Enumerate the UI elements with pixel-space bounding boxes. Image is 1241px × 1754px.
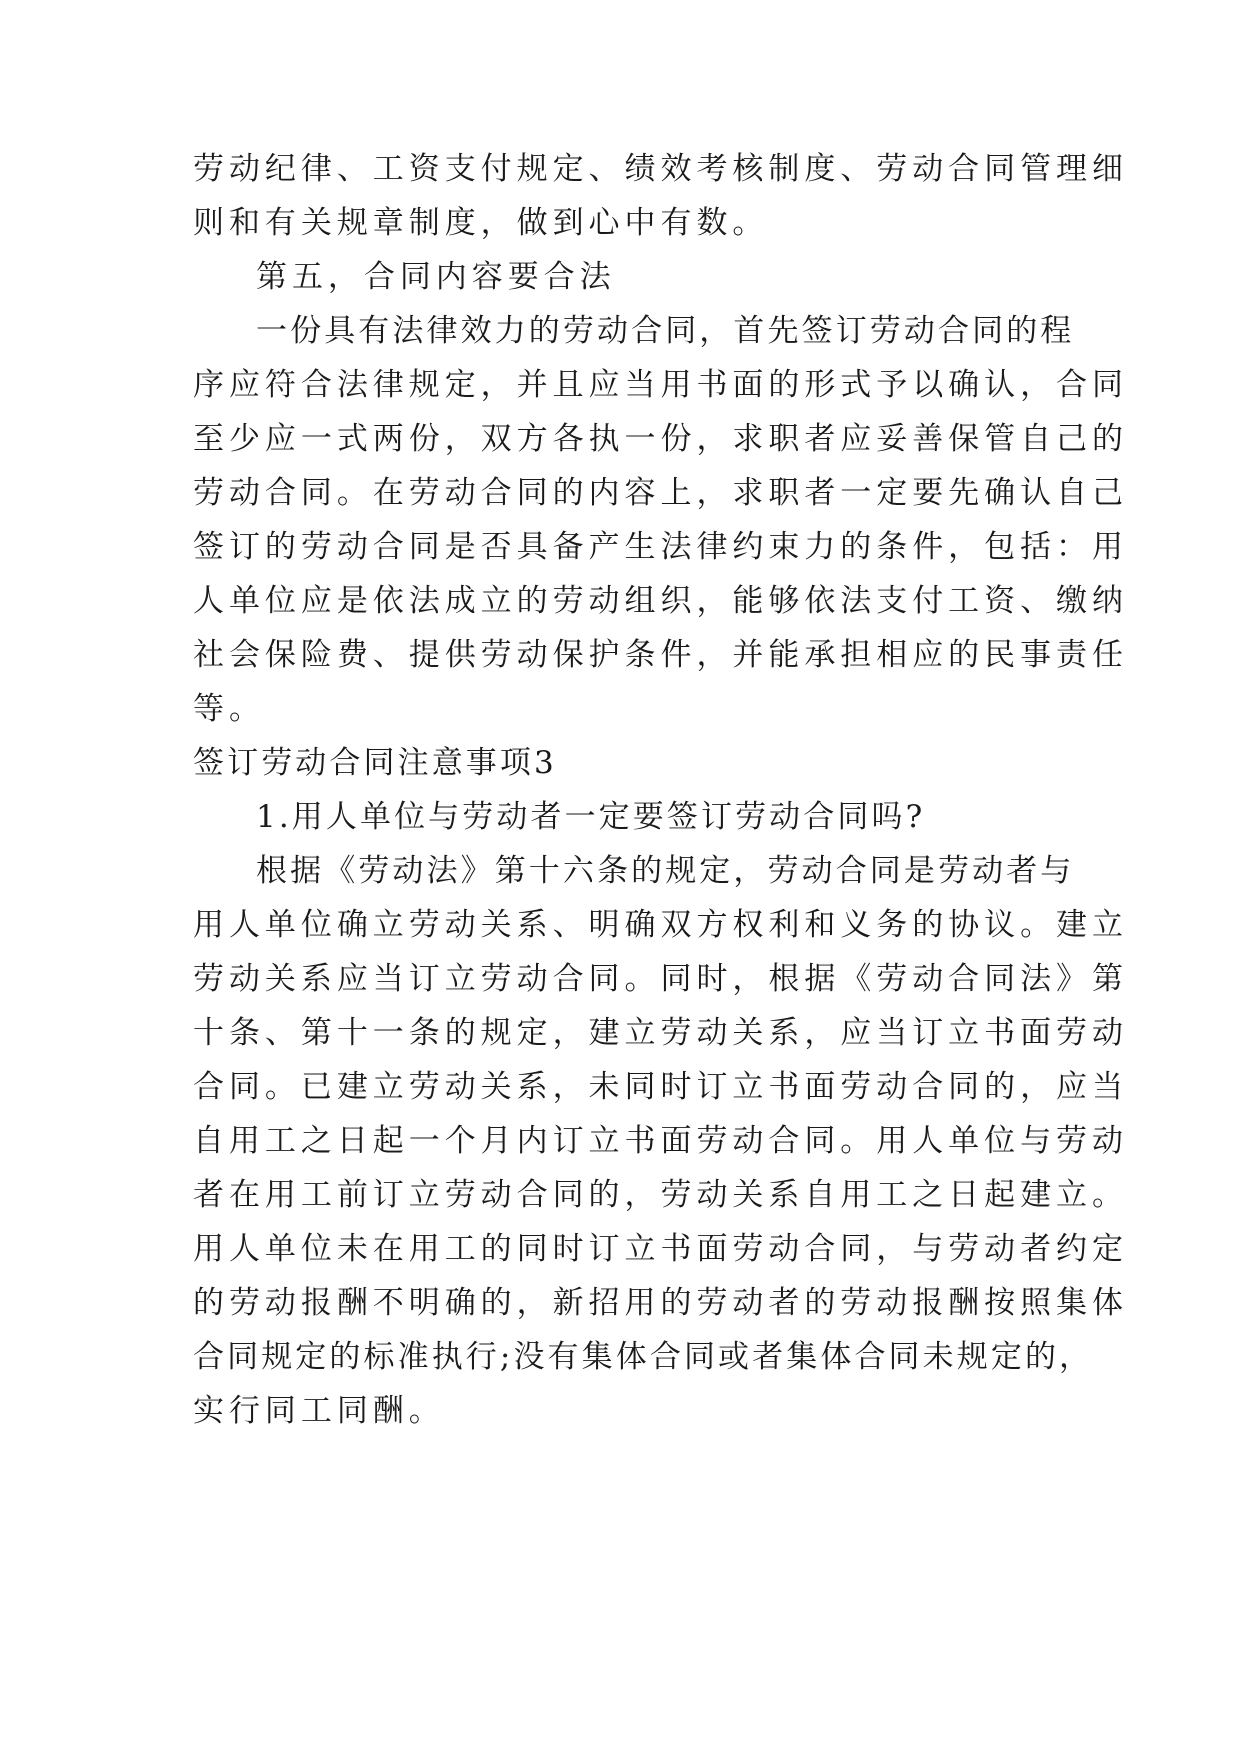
- paragraph-line: 一份具有法律效力的劳动合同，首先签订劳动合同的程: [256, 313, 1075, 349]
- paragraph-line: 则和有关规章制度，做到心中有数。: [193, 205, 769, 241]
- paragraph-line: 合同规定的标准执行;没有集体合同或者集体合同未规定的，: [193, 1339, 1094, 1375]
- paragraph-line: 等。: [193, 691, 265, 727]
- paragraph-line: 序应符合法律规定，并且应当用书面的形式予以确认，合同: [193, 367, 1128, 403]
- section-title: 签订劳动合同注意事项3: [193, 745, 557, 781]
- section-heading: 第五，合同内容要合法: [256, 259, 616, 295]
- paragraph-line: 者在用工前订立劳动合同的，劳动关系自用工之日起建立。: [193, 1177, 1128, 1213]
- paragraph-line: 劳动纪律、工资支付规定、绩效考核制度、劳动合同管理细: [193, 151, 1128, 187]
- paragraph-line: 根据《劳动法》第十六条的规定，劳动合同是劳动者与: [256, 853, 1075, 889]
- paragraph-line: 用人单位确立劳动关系、明确双方权利和义务的协议。建立: [193, 907, 1128, 943]
- paragraph-line: 合同。已建立劳动关系，未同时订立书面劳动合同的，应当: [193, 1069, 1128, 1105]
- paragraph-line: 人单位应是依法成立的劳动组织，能够依法支付工资、缴纳: [193, 583, 1128, 619]
- paragraph-line: 劳动合同。在劳动合同的内容上，求职者一定要先确认自己: [193, 475, 1128, 511]
- paragraph-line: 社会保险费、提供劳动保护条件，并能承担相应的民事责任: [193, 637, 1128, 673]
- paragraph-line: 用人单位未在用工的同时订立书面劳动合同，与劳动者约定: [193, 1231, 1128, 1267]
- question-heading: 1.用人单位与劳动者一定要签订劳动合同吗?: [256, 799, 926, 835]
- paragraph-line: 自用工之日起一个月内订立书面劳动合同。用人单位与劳动: [193, 1123, 1128, 1159]
- paragraph-line: 至少应一式两份，双方各执一份，求职者应妥善保管自己的: [193, 421, 1128, 457]
- paragraph-line: 实行同工同酬。: [193, 1393, 445, 1429]
- paragraph-line: 签订的劳动合同是否具备产生法律约束力的条件，包括：用: [193, 529, 1128, 565]
- paragraph-line: 劳动关系应当订立劳动合同。同时，根据《劳动合同法》第: [193, 961, 1128, 997]
- paragraph-line: 十条、第十一条的规定，建立劳动关系，应当订立书面劳动: [193, 1015, 1128, 1051]
- paragraph-line: 的劳动报酬不明确的，新招用的劳动者的劳动报酬按照集体: [193, 1285, 1128, 1321]
